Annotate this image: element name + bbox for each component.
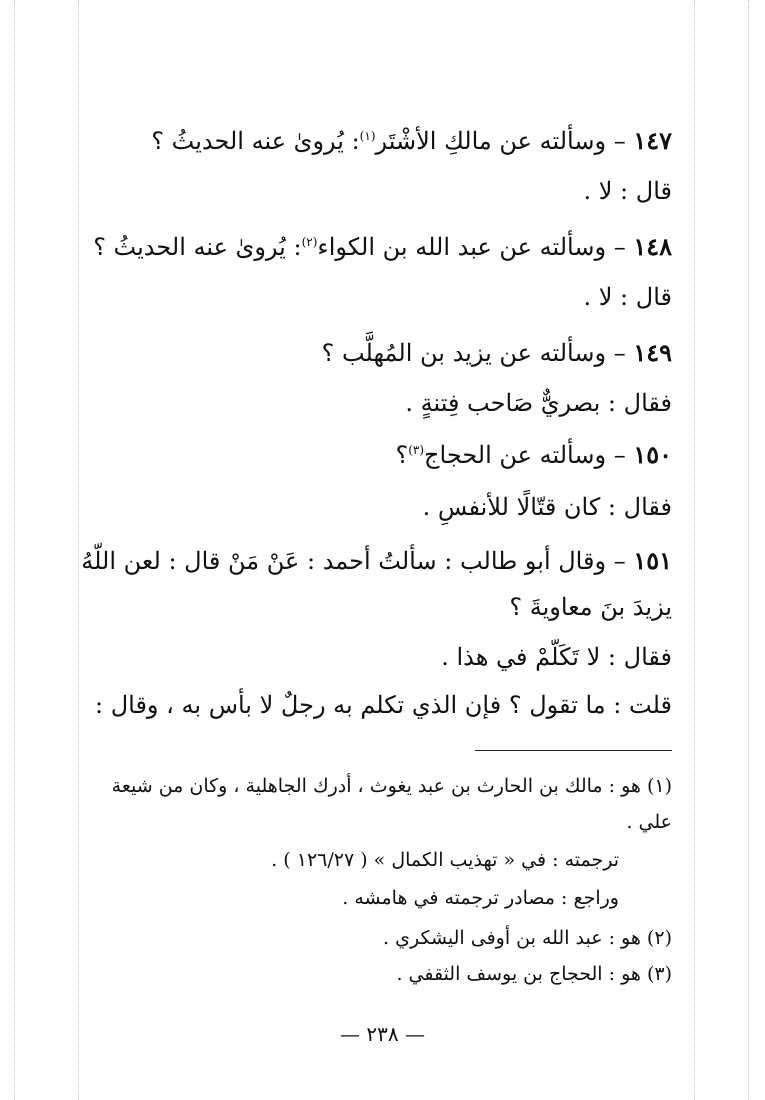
footnote-1-line-1: (١) هو : مالك بن الحارث بن عبد يغوث ، أدرك الجاهلية ، وكان من شيعة <box>111 775 672 797</box>
item-number: ١٤٩ <box>633 338 672 367</box>
paragraph-151-followup: قلت : ما تقول ؟ فإن الذي تكلم به رجلٌ لا بأس به ، وقال : <box>94 691 672 719</box>
footnote-1-line-3: ترجمته : في « تهذيب الكمال » ( ١٢٦/٢٧ ) . <box>271 849 619 871</box>
paragraph-151-continuation: يزيدَ بنَ معاويةَ ؟ <box>509 593 672 621</box>
question-text-end: ؟ <box>395 441 409 469</box>
paragraph-151-answer: فقال : لا تَكَلّمْ في هذا . <box>441 643 672 671</box>
paragraph-149-question <box>322 336 672 370</box>
footnote-1-line-2: علي . <box>626 811 672 833</box>
footnote-ref: (٢) <box>301 235 318 249</box>
paragraph-147-answer: قال : لا . <box>583 177 672 205</box>
footnote-2: (٢) هو : عبد الله بن أوفى اليشكري . <box>383 927 672 949</box>
paragraph-148-question <box>93 230 672 264</box>
page-number: — ٢٣٨ — <box>340 1022 425 1046</box>
question-text: – وسألته عن عبد الله بن الكواء <box>317 233 634 261</box>
item-number: ١٤٧ <box>633 126 672 155</box>
question-text: – وقال أبو طالب : سألتُ أحمد : عَنْ مَنْ قال : لعن اللّهُ <box>81 547 634 575</box>
item-number: ١٥١ <box>633 546 672 575</box>
paragraph-149-answer: فقال : بصريٌّ صَاحب فِتنةٍ . <box>405 389 672 417</box>
paragraph-150-question <box>395 438 672 472</box>
question-text: – وسألته عن مالكِ الأشْتَر <box>375 127 634 155</box>
item-number: ١٤٨ <box>633 232 672 261</box>
footnote-ref: (٣) <box>408 443 425 457</box>
paragraph-151-question <box>81 544 672 578</box>
footnote-1-line-4: وراجع : مصادر ترجمته في هامشه . <box>342 887 619 909</box>
footnote-separator <box>475 750 672 751</box>
item-number: ١٥٠ <box>633 440 672 469</box>
question-text: – وسألته عن الحجاج <box>424 441 634 469</box>
question-text-end: : يُروىٰ عنه الحديثُ ؟ <box>151 127 360 155</box>
paragraph-150-answer: فقال : كان قتّالًا للأنفسِ . <box>422 493 672 521</box>
question-text-end: : يُروىٰ عنه الحديثُ ؟ <box>93 233 302 261</box>
paragraph-148-answer: قال : لا . <box>583 283 672 311</box>
footnote-3: (٣) هو : الحجاج بن يوسف الثقفي . <box>396 963 672 985</box>
footnote-ref: (١) <box>359 129 376 143</box>
paragraph-147-question <box>151 124 672 158</box>
question-text: – وسألته عن يزيد بن المُهلَّب ؟ <box>321 339 634 367</box>
